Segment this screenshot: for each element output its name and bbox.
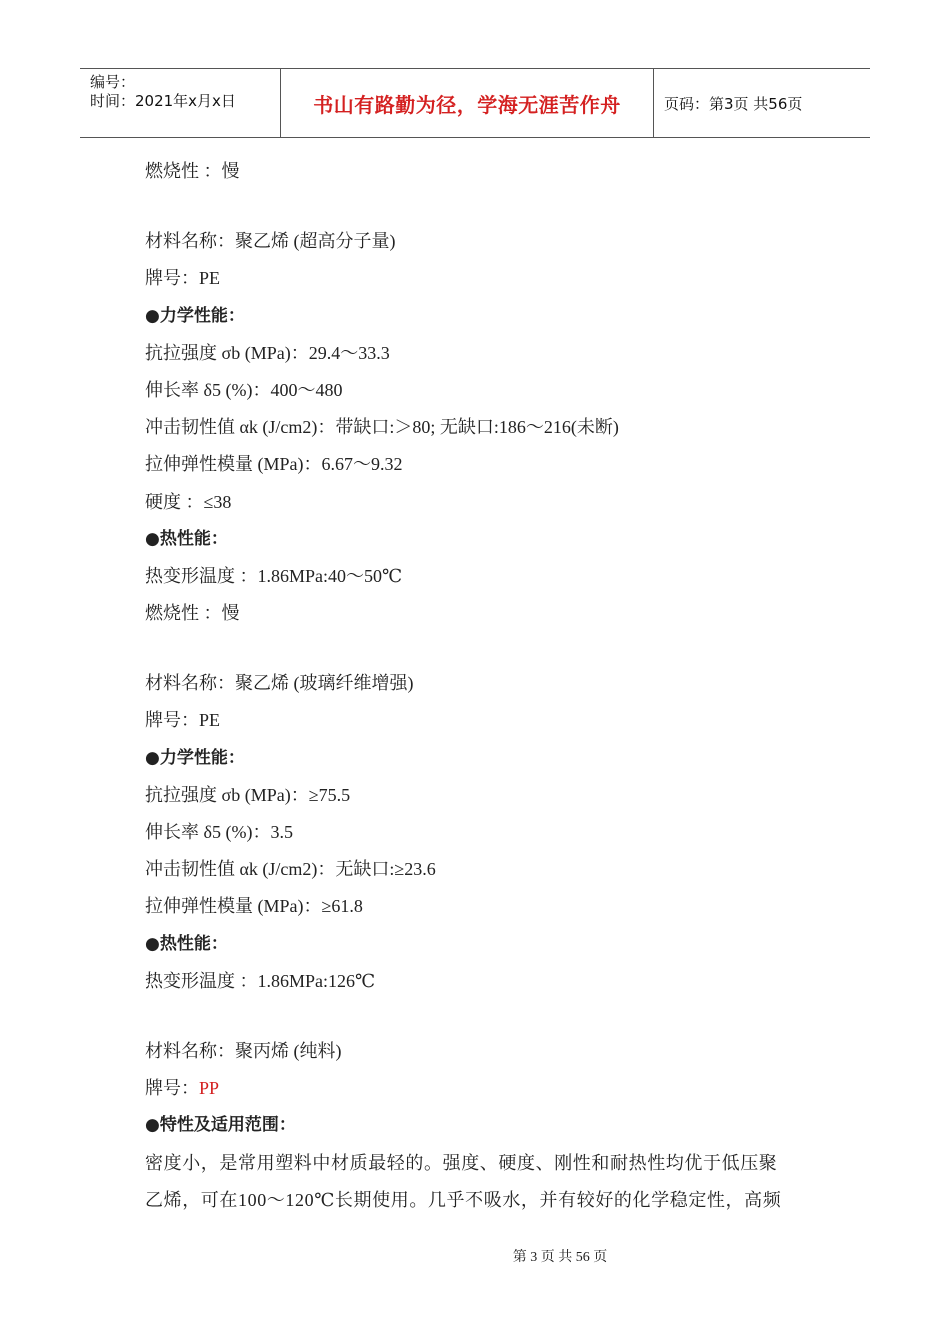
paragraph-line: 密度小，是常用塑料中材质最轻的。强度、硬度、刚性和耐热性均优于低压聚 [145, 1152, 778, 1173]
text-line: 抗拉强度 σb (MPa)：≥75.5 [145, 784, 351, 805]
header-page-info: 页码：第3页 共56页 [664, 94, 803, 113]
text-line: 冲击韧性值 αk (J/cm2)：带缺口:＞80; 无缺口:186～216(未断) [145, 417, 619, 438]
text-line: 拉伸弹性模量 (MPa)：6.67～9.32 [145, 454, 403, 475]
text-line: 热变形温度 ：1.86MPa:40～50℃ [145, 565, 403, 586]
text-line: 热变形温度 ：1.86MPa:126℃ [145, 970, 376, 991]
grade-label: 牌号： [145, 1078, 199, 1099]
page-footer: 第 3 页 共 56 页 [512, 1250, 608, 1265]
material-name: 材料名称：聚乙烯 (超高分子量) [145, 231, 396, 252]
text-line: 伸长率 δ5 (%)：3.5 [145, 822, 293, 842]
section-gap [145, 190, 825, 223]
section-heading: ●热性能： [145, 933, 228, 954]
paragraph-line: 乙烯，可在100～120℃长期使用。几乎不吸水，并有较好的化学稳定性，高频 [145, 1189, 782, 1210]
number-label: 编号： [90, 73, 136, 91]
header-motto: 书山有路勤为径，学海无涯苦作舟 [281, 69, 654, 137]
time-label: 时间：2021年x月x日 [90, 92, 236, 110]
material-name: 材料名称：聚乙烯 (玻璃纤维增强) [145, 673, 414, 694]
paragraph [145, 1145, 810, 1219]
material-name: 材料名称：聚丙烯 (纯料) [145, 1040, 342, 1061]
section-heading: ●热性能： [145, 528, 228, 549]
section-gap [145, 1000, 825, 1033]
page-header [80, 68, 870, 138]
grade: 牌号：PE [145, 268, 221, 289]
text-line: 拉伸弹性模量 (MPa)：≥61.8 [145, 896, 363, 917]
text-line: 抗拉强度 σb (MPa)：29.4～33.3 [145, 342, 390, 363]
grade [145, 1070, 825, 1107]
document-body [145, 153, 825, 1219]
text-line: 燃烧性 ：慢 [145, 603, 240, 624]
section-heading: ●力学性能： [145, 305, 245, 326]
text-line: 燃烧性 ：慢 [145, 161, 240, 181]
grade-value: PP [199, 1078, 220, 1099]
header-meta [80, 69, 281, 137]
section-gap [145, 632, 825, 665]
text-line: 冲击韧性值 αk (J/cm2)：无缺口:≥23.6 [145, 859, 436, 880]
section-heading: ●力学性能： [145, 747, 245, 768]
text-line: 伸长率 δ5 (%)：400～480 [145, 379, 343, 400]
section-heading: ●特性及适用范围： [145, 1115, 296, 1136]
grade: 牌号：PE [145, 710, 221, 731]
text-line: 硬度 ：≤38 [145, 491, 232, 512]
